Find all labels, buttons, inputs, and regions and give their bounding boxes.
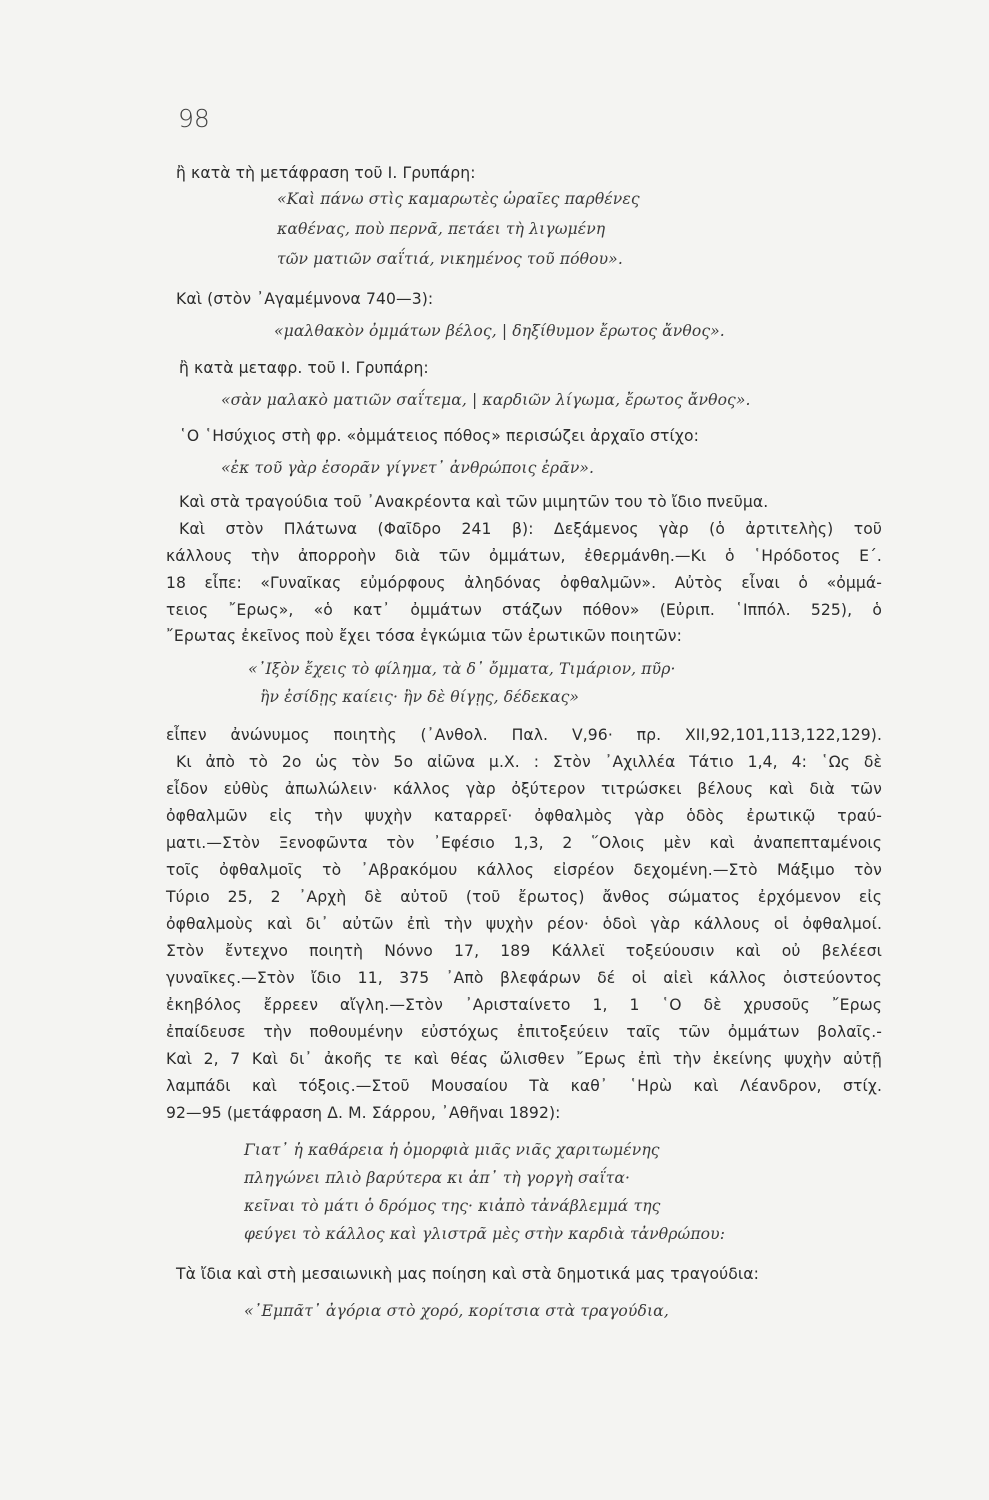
quote-line: τῶν ματιῶν σαΐτιά, νικημένος τοῦ πόθου». — [277, 250, 623, 268]
text-line: εἶπεν ἀνώνυμος ποιητὴς (᾿Ανθολ. Παλ. V,96· πρ. XII,92,101,113,122,129). — [166, 726, 882, 744]
text-line: Στὸν ἔντεχνο ποιητὴ Νόννο 17, 189 Κάλλεϊ τοξεύουσιν καὶ οὐ βελέεσι — [166, 942, 882, 960]
text-line: Κι ἀπὸ τὸ 2ο ὡς τὸν 5ο αἰῶνα μ.Χ. : Στὸν ᾿Αχιλλέα Τάτιο 1,4, 4: ῾Ως δὲ — [176, 753, 882, 771]
text-line: ἢ κατὰ τὴ μετάφραση τοῦ Ι. Γρυπάρη: — [176, 164, 476, 182]
quote-line: «Καὶ πάνω στὶς καμαρωτὲς ὡραῖες παρθένες — [277, 190, 640, 208]
text-line: Καὶ 2, 7 Καὶ δι᾿ ἀκοῆς τε καὶ θέας ὤλισθεν ῎Ερως ἐπὶ τὴν ἐκείνης ψυχὴν αὐτῇ — [166, 1050, 882, 1068]
text-line: Τύριο 25, 2 ᾿Αρχὴ δὲ αὐτοῦ (τοῦ ἔρωτος) ἄνθος σώματος ἐρχόμενον εἰς — [166, 888, 882, 906]
text-line: γυναῖκες.—Στὸν ἴδιο 11, 375 ᾿Απὸ βλεφάρων δέ οἱ αἰεὶ κάλλος ὀιστεύοντος — [166, 969, 882, 987]
text-line: εἶδον εὐθὺς ἀπωλώλειν· κάλλος γὰρ ὀξύτερον τιτρώσκει βέλους καὶ διὰ τῶν — [166, 780, 882, 798]
quote-line: «᾿Εμπᾶτ᾿ ἀγόρια στὸ χορό, κορίτσια στὰ τραγούδια, — [244, 1302, 669, 1320]
text-line: ῾Ο ῾Ησύχιος στὴ φρ. «ὀμμάτειος πόθος» περισώζει ἀρχαῖο στίχο: — [179, 427, 699, 445]
quote-line: «᾿Ιξὸν ἔχεις τὸ φίλημα, τὰ δ᾿ ὄμματα, Τιμάριον, πῦρ· — [248, 660, 676, 678]
quote-line: καθένας, ποὺ περνᾶ, πετάει τὴ λιγωμένη — [277, 220, 606, 238]
quote-line: κεῖναι τὸ μάτι ὁ δρόμος της· κιἀπὸ τἀνάβλεμμά της — [244, 1197, 661, 1215]
page-number: 98 — [178, 104, 210, 133]
text-line: ὀφθαλμοὺς καὶ δι᾿ αὐτῶν ἐπὶ τὴν ψυχὴν ρέον· ὁδοὶ γὰρ κάλλους οἱ ὀφθαλμοί. — [166, 915, 882, 933]
text-line: κάλλους τὴν ἀπορροὴν διὰ τῶν ὀμμάτων, ἐθερμάνθη.—Κι ὁ ῾Ηρόδοτος Ε΄. — [166, 547, 882, 565]
text-line: ῎Ερωτας ἐκεῖνος ποὺ ἔχει τόσα ἐγκώμια τῶν ἐρωτικῶν ποιητῶν: — [166, 627, 682, 645]
text-line: Τὰ ἴδια καὶ στὴ μεσαιωνικὴ μας ποίηση καὶ στὰ δημοτικά μας τραγούδια: — [176, 1265, 759, 1283]
text-line: λαμπάδι καὶ τόξοις.—Στοῦ Μουσαίου Τὰ καθ᾿ ῾Ηρὼ καὶ Λέανδρον, στίχ. — [166, 1077, 882, 1095]
text-line: 18 εἶπε: «Γυναῖκας εὐμόρφους ἀληδόνας ὀφθαλμῶν». Αὐτὸς εἶναι ὁ «ὀμμά- — [166, 574, 882, 592]
text-line: τειος ῎Ερως», «ὁ κατ᾿ ὀμμάτων στάζων πόθον» (Εὐριπ. ῾Ιππόλ. 525), ὁ — [166, 601, 882, 619]
text-line: 92—95 (μετάφραση Δ. Μ. Σάρρου, ᾿Αθῆναι 1892): — [166, 1104, 561, 1122]
quote-line: φεύγει τὸ κάλλος καὶ γλιστρᾶ μὲς στὴν καρδιὰ τἀνθρώπου: — [244, 1225, 726, 1243]
quote-line: πληγώνει πλιὸ βαρύτερα κι ἀπ᾿ τὴ γοργὴ σαΐτα· — [244, 1169, 631, 1187]
text-line: ἢ κατὰ μεταφρ. τοῦ Ι. Γρυπάρη: — [179, 359, 429, 377]
text-line: ἐπαίδευσε τὴν ποθουμένην εὐστόχως ἐπιτοξεύειν ταῖς τῶν ὀμμάτων βολαῖς.- — [166, 1023, 882, 1041]
text-line: ἐκηβόλος ἔρρεεν αἴγλη.—Στὸν ᾿Αρισταίνετο 1, 1 ῾Ο δὲ χρυσοῦς ῎Ερως — [166, 996, 882, 1014]
quote-line: ἢν ἐσίδῃς καίεις· ἢν δὲ θίγῃς, δέδεκας» — [260, 688, 580, 706]
text-line: Καὶ (στὸν ᾿Αγαμέμνονα 740—3): — [176, 290, 434, 308]
text-line: Καὶ στὰ τραγούδια τοῦ ᾿Ανακρέοντα καὶ τῶν μιμητῶν του τὸ ἴδιο πνεῦμα. — [179, 493, 769, 511]
quote-line: «μαλθακὸν ὀμμάτων βέλος, | δηξίθυμον ἔρωτος ἄνθος». — [274, 322, 725, 340]
quote-line: Γιατ᾿ ἡ καθάρεια ἡ ὀμορφιὰ μιᾶς νιᾶς χαριτωμένης — [244, 1141, 660, 1159]
text-line: Καὶ στὸν Πλάτωνα (Φαῖδρο 241 β): Δεξάμενος γὰρ (ὁ ἀρτιτελὴς) τοῦ — [179, 520, 882, 538]
text-line: ὀφθαλμῶν εἰς τὴν ψυχὴν καταρρεῖ· ὀφθαλμὸς γὰρ ὁδὸς ἐρωτικῷ τραύ- — [166, 807, 882, 825]
quote-line: «σὰν μαλακὸ ματιῶν σαΐτεμα, | καρδιῶν λίγωμα, ἔρωτος ἄνθος». — [221, 391, 751, 409]
text-line: ματι.—Στὸν Ξενοφῶντα τὸν ᾿Εφέσιο 1,3, 2 ῞Ολοις μὲν καὶ ἀναπεπταμένοις — [166, 834, 882, 852]
quote-line: «ἐκ τοῦ γὰρ ἐσορᾶν γίγνετ᾿ ἀνθρώποις ἐρᾶν». — [221, 459, 595, 477]
text-line: τοῖς ὀφθαλμοῖς τὸ ᾿Αβρακόμου κάλλος εἰσρέον δεχομένη.—Στὸ Μάξιμο τὸν — [166, 861, 882, 879]
